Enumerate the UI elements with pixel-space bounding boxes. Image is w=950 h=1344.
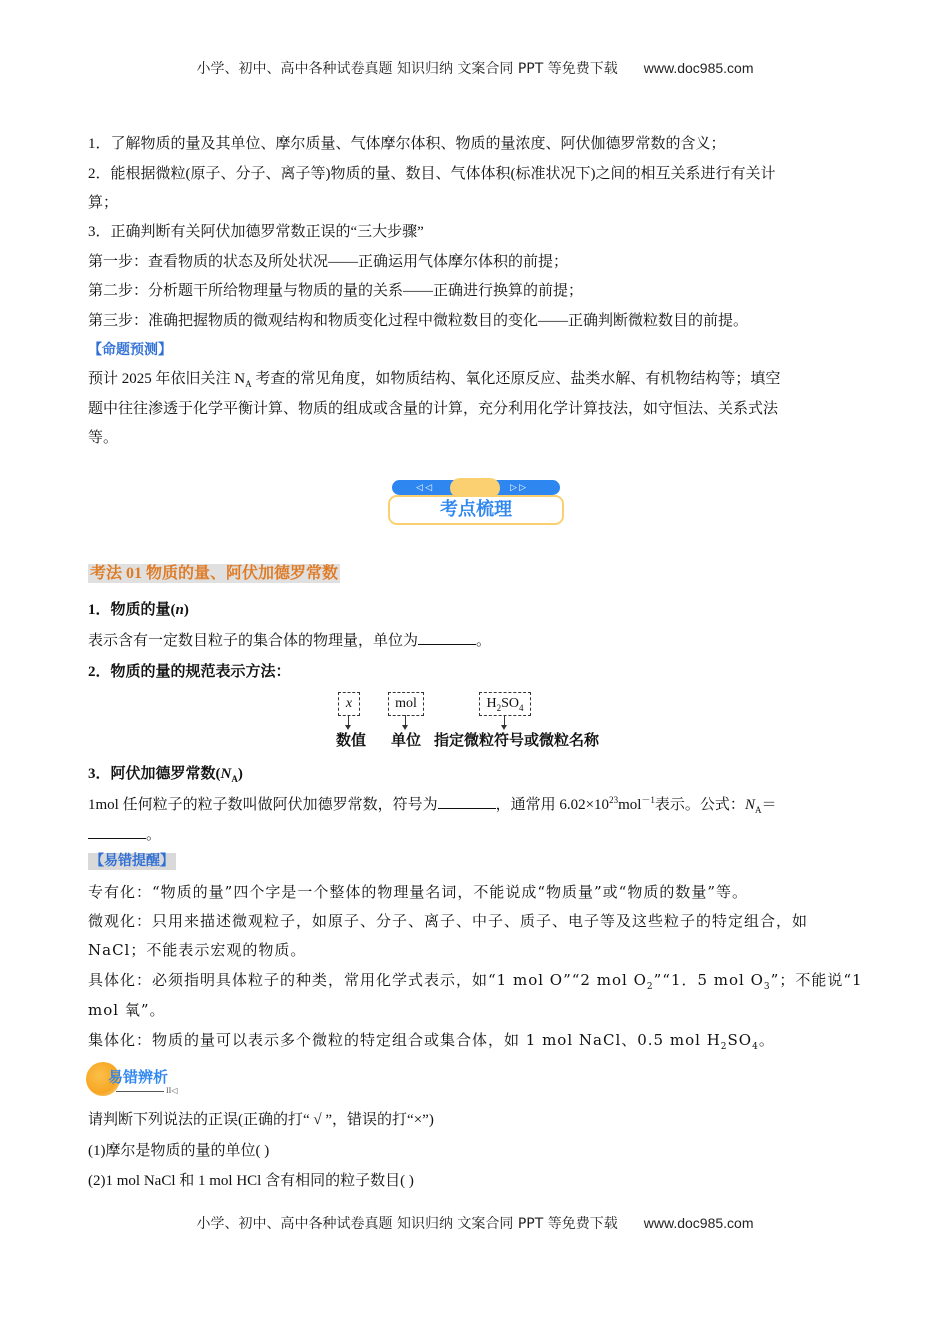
footer-url-link[interactable]: www.doc985.com [643,1215,754,1231]
reminder-line-4: 具体化：必须指明具体粒子的种类，常用化学式表示，如“1 mol O”“2 mol $O_2”“1$．5 mol $O_3$”；不能说“1 [88,971,863,992]
page-footer [0,1213,950,1233]
fill-blank [88,824,146,839]
reminder-tag: 【易错提醒】 [90,854,174,869]
reminder-line-3: NaCl；不能表示宏观的物质。 [88,941,307,959]
item-1-title: 1．物质的量(n) [88,602,189,618]
arrow-down-icon [348,715,349,727]
step-2: 第二步：分析题干所给物理量与物质的量的关系——正确进行换算的前提； [88,283,584,299]
reminder-line-6: 集体化：物质的量可以表示多个微粒的特定组合或集合体，如 1 mol NaCl、0.5 mol $H_2SO_4$。 [88,1031,775,1052]
reminder-line-2: 微观化：只用来描述微观粒子，如原子、分子、离子、中子、质子、电子等及这些粒子的特定组合，如 [88,912,809,930]
arrow-down-icon [504,715,505,727]
prediction-line-2: 题中往往渗透于化学平衡计算、物质的组成或含量的计算，充分利用化学计算技法，如守恒法、关系式法 [88,401,779,417]
diagram-label-particle: 指定微粒符号或微粒名称 [434,733,600,749]
diagram-box-unit: mol [388,692,424,716]
arrow-down-icon [405,715,406,727]
reminder-line-5: mol 氧”。 [88,1001,166,1019]
banner-arrows-right-icon: ▷ ▷ [510,482,527,492]
objective-2-cont: 算； [88,195,119,211]
objective-2: 2．能根据微粒(原子、分子、离子等)物质的量、数目、气体体积(标准状况下)之间的相互关系进行有关计 [88,166,776,182]
reminder-line-1: 专有化：“物质的量”四个字是一个整体的物理量名词，不能说成“物质量”或“物质的数量”等。 [88,883,749,901]
diagram-label-value: 数值 [336,733,367,749]
fill-blank [438,794,496,809]
prediction-line-3: 等。 [88,430,119,446]
analysis-badge [86,1062,178,1098]
objective-1: 1．了解物质的量及其单位、摩尔质量、气体摩尔体积、物质的量浓度、阿伏伽德罗常数的含义； [88,136,726,152]
item-1-text: 表示含有一定数目粒子的集合体的物理量，单位为 。 [88,630,491,651]
prediction-tag: 【命题预测】 [88,342,172,358]
step-1: 第一步：查看物质的状态及所处状况——正确运用气体摩尔体积的前提； [88,254,569,270]
question-1: (1)摩尔是物质的量的单位( ) [88,1143,270,1159]
item-3-title: 3．阿伏加德罗常数$(N_A)$ [88,766,243,784]
diagram-box-particle: $H_2SO_4$ [479,692,531,716]
question-2: (2)1 mol NaCl 和 1 mol HCl 含有相同的粒子数目( ) [88,1173,414,1189]
banner-title: 考点梳理 [388,495,564,525]
header-text: 小学、初中、高中各种试卷真题 知识归纳 文案合同 PPT 等免费下载 [196,61,618,77]
fill-blank [418,630,476,645]
page-header [0,58,950,78]
notation-diagram [336,692,626,752]
step-3: 第三步：准确把握物质的微观结构和物质变化过程中微粒数目的变化——正确判断微粒数目的前提。 [88,313,749,329]
item-3-text-cont: 。 [88,824,161,845]
item-3-text: 1mol 任何粒子的粒子数叫做阿伏加德罗常数，符号为 ，通常用 $6.02\times 10^{23}mol^{-1}$表示。公式：$N_A=$ [88,795,777,815]
analysis-intro: 请判断下列说法的正误(正确的打“ √ ”，错误的打“×”) [88,1112,434,1128]
diagram-label-unit: 单位 [391,733,422,749]
analysis-title: 易错辨析 [108,1068,169,1086]
header-url-link[interactable]: www.doc985.com [643,60,754,76]
objective-3: 3．正确判断有关阿伏加德罗常数正误的“三大步骤” [88,224,424,240]
banner-arrows-left-icon: ◁ ◁ [416,482,433,492]
footer-text: 小学、初中、高中各种试卷真题 知识归纳 文案合同 PPT 等免费下载 [196,1216,618,1232]
section-banner [388,478,564,524]
section-title: 考法 01 物质的量、阿伏加德罗常数 [90,565,339,582]
divider [116,1091,164,1092]
prediction-line-1: 预计 2025 年依旧关注 $N_A$ 考查的常见角度，如物质结构、氧化还原反应、盐类水解、有机物结构等；填空 [88,371,781,389]
pause-back-icon: II◁ [166,1086,178,1095]
diagram-box-value: x [338,692,360,716]
item-2-title: 2．物质的量的规范表示方法： [88,664,291,680]
